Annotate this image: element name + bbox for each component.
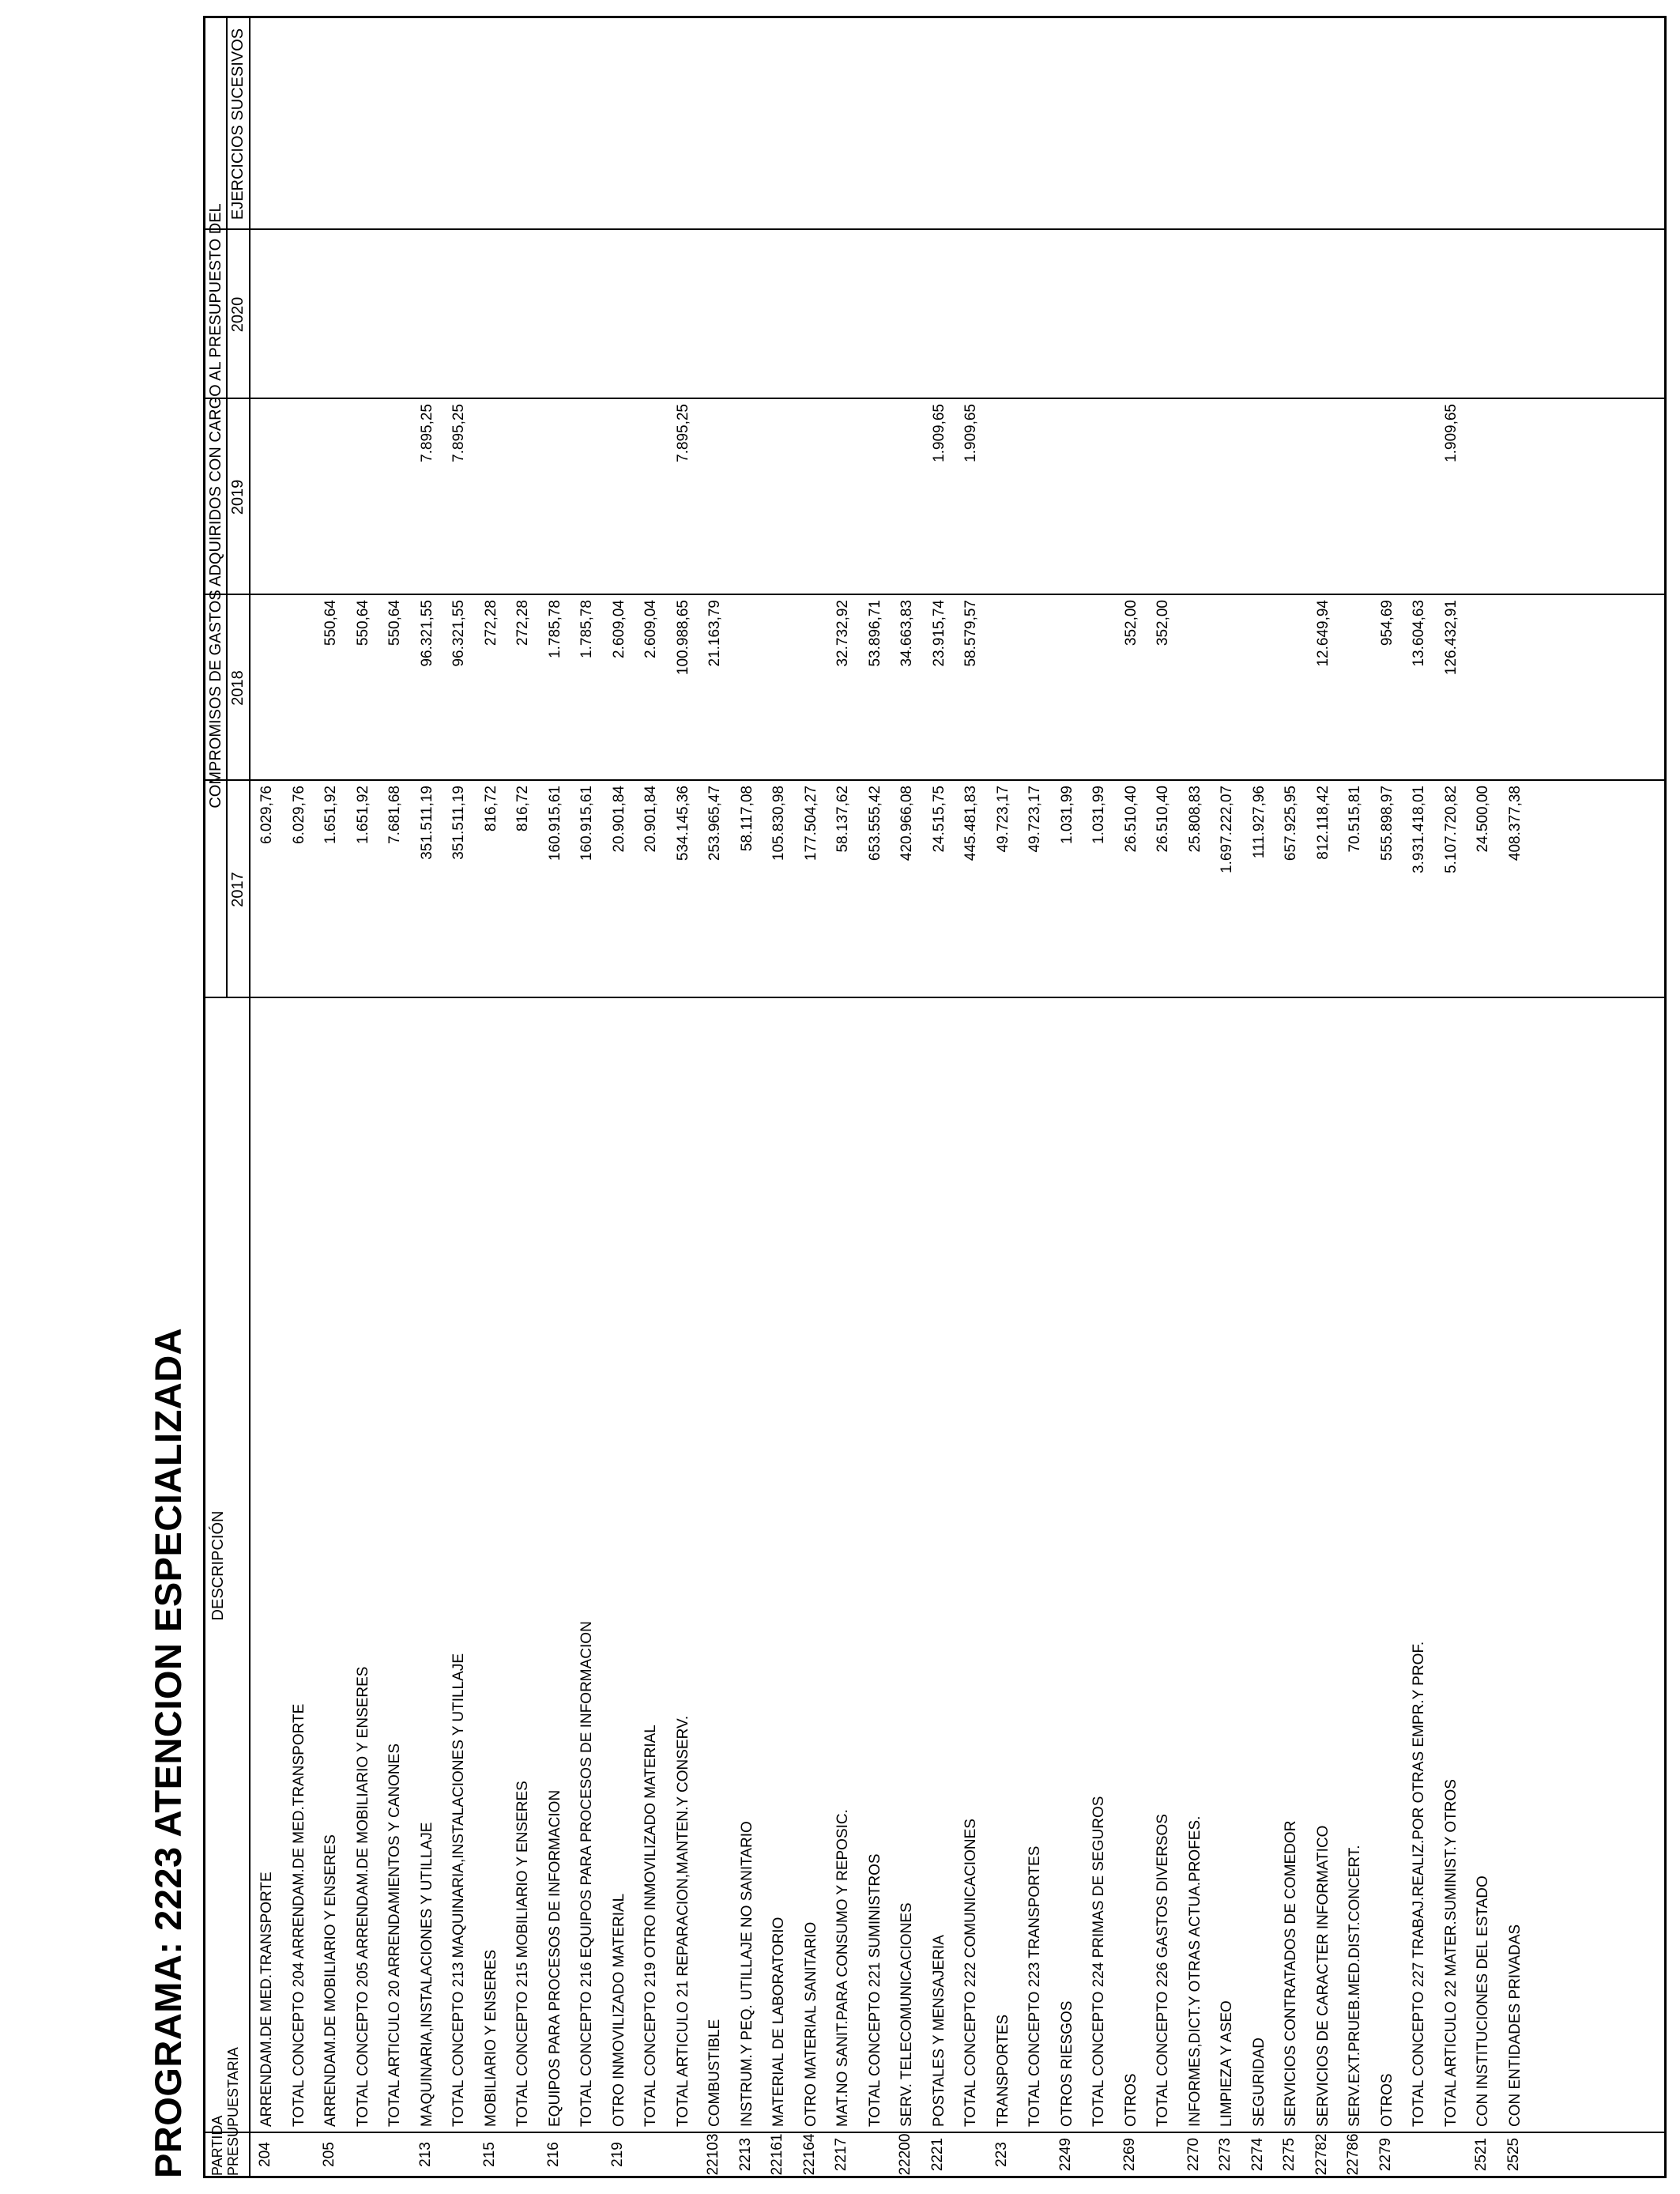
value-2017-cell: 160.915,61 [546, 786, 563, 861]
descripcion-cell: SERV.EXT.PRUEB.MED.DIST.CONCERT. [1347, 1845, 1363, 2127]
partida-cell: 2270 [1185, 2137, 1202, 2172]
value-2017-cell: 6.029,76 [258, 786, 275, 844]
descripcion-cell: TOTAL CONCEPTO 219 OTRO INMOVILIZADO MATERIAL [642, 1725, 659, 2127]
partida-cell: 22161 [769, 2133, 785, 2176]
descripcion-cell: MAQUINARIA,INSTALACIONES Y UTILLAJE [418, 1822, 435, 2127]
table-row [955, 18, 987, 2176]
descripcion-cell: SEGURIDAD [1250, 2038, 1268, 2127]
table-row [1083, 18, 1115, 2176]
descripcion-cell: OTRO MATERIAL SANITARIO [802, 1921, 819, 2127]
descripcion-cell: TOTAL CONCEPTO 215 MOBILIARIO Y ENSERES [514, 1781, 531, 2127]
value-2018-cell: 352,00 [1155, 600, 1171, 647]
header-2018: 2018 [229, 670, 247, 706]
table-row [1467, 18, 1499, 2176]
descripcion-cell: SERVICIOS CONTRATADOS DE COMEDOR [1283, 1820, 1299, 2127]
table-row [1211, 18, 1243, 2176]
value-2018-cell: 23.915,74 [930, 600, 947, 667]
value-2018-cell: 2.609,04 [610, 600, 627, 658]
value-2017-cell: 555.898,97 [1378, 786, 1396, 861]
table-row [250, 18, 283, 2176]
value-2017-cell: 105.830,98 [770, 786, 787, 861]
descripcion-cell: LIMPIEZA Y ASEO [1219, 2000, 1235, 2127]
value-2017-cell: 49.723,17 [994, 786, 1011, 853]
value-2018-cell: 550,64 [386, 600, 403, 647]
table-row [635, 18, 667, 2176]
value-2019-cell: 7.895,25 [418, 404, 435, 462]
descripcion-cell: CON INSTITUCIONES DEL ESTADO [1475, 1875, 1491, 2127]
descripcion-cell: TOTAL CONCEPTO 221 SUMINISTROS [866, 1853, 883, 2127]
value-2018-cell: 1.785,78 [578, 600, 595, 658]
table-row [667, 18, 699, 2176]
value-2017-cell: 657.925,95 [1283, 786, 1299, 861]
value-2018-cell: 272,28 [482, 600, 499, 647]
table-row [923, 18, 955, 2176]
header-divider [226, 18, 228, 998]
value-2017-cell: 812.118,42 [1314, 786, 1332, 860]
value-2017-cell: 534.145,36 [674, 786, 691, 861]
table-row [283, 18, 315, 2176]
table-row [571, 18, 603, 2176]
value-2018-cell: 32.732,92 [834, 600, 851, 667]
value-2018-cell: 58.579,57 [962, 600, 979, 667]
descripcion-cell: TOTAL ARTICULO 22 MATER.SUMINIST.Y OTROS [1442, 1779, 1460, 2127]
table-row [1275, 18, 1307, 2176]
partida-cell: 22103 [705, 2133, 721, 2176]
table-row [507, 18, 539, 2176]
value-2017-cell: 816,72 [482, 786, 499, 832]
descripcion-cell: TOTAL CONCEPTO 227 TRABAJ.REALIZ.POR OTRAS EMPR.Y PROF. [1411, 1641, 1427, 2127]
descripcion-cell: SERV. TELECOMUNICACIONES [898, 1902, 915, 2127]
descripcion-cell: TOTAL CONCEPTO 205 ARRENDAM.DE MOBILIARIO Y ENSERES [354, 1666, 371, 2127]
partida-cell: 219 [608, 2142, 626, 2167]
table-row [1339, 18, 1371, 2176]
table-row [763, 18, 795, 2176]
value-2017-cell: 1.651,92 [354, 786, 371, 844]
value-2017-cell: 7.681,68 [386, 786, 403, 844]
partida-cell: 2279 [1377, 2137, 1394, 2172]
partida-cell: 22164 [800, 2133, 818, 2176]
table-row [539, 18, 571, 2176]
value-2017-cell: 351.511,19 [418, 786, 435, 860]
partida-cell: 223 [993, 2142, 1010, 2167]
value-2018-cell: 34.663,83 [898, 600, 915, 667]
partida-cell: 22200 [897, 2133, 913, 2176]
partida-cell: 216 [544, 2142, 562, 2167]
descripcion-cell: EQUIPOS PARA PROCESOS DE INFORMACION [546, 1789, 563, 2127]
value-2017-cell: 160.915,61 [578, 786, 595, 861]
partida-cell: 2274 [1249, 2137, 1266, 2172]
descripcion-cell: TOTAL CONCEPTO 222 COMUNICACIONES [962, 1819, 979, 2127]
table-row [1115, 18, 1147, 2176]
descripcion-cell: TOTAL ARTICULO 21 REPARACION,MANTEN.Y CONSERV. [674, 1715, 691, 2127]
table-row [1307, 18, 1339, 2176]
table-row [859, 18, 891, 2176]
value-2018-cell: 21.163,79 [706, 600, 723, 667]
table-row [891, 18, 923, 2176]
table-row [1371, 18, 1403, 2176]
partida-cell: 2213 [736, 2137, 754, 2172]
table-row [315, 18, 347, 2176]
value-2018-cell: 352,00 [1122, 600, 1139, 647]
table-row [795, 18, 827, 2176]
value-2018-cell: 550,64 [354, 600, 371, 647]
value-2017-cell: 445.481,83 [962, 786, 979, 861]
value-2017-cell: 1.031,99 [1090, 786, 1107, 844]
partida-cell: 213 [416, 2142, 434, 2167]
header-2020: 2020 [229, 296, 247, 333]
descripcion-cell: TOTAL ARTICULO 20 ARRENDAMIENTOS Y CANONES [386, 1744, 403, 2127]
header-descripcion: DESCRIPCIÓN [209, 1510, 227, 1621]
value-2018-cell: 1.785,78 [546, 600, 563, 658]
table-row [1435, 18, 1467, 2176]
descripcion-cell: TRANSPORTES [994, 2014, 1011, 2127]
table-row [1147, 18, 1179, 2176]
value-2019-cell: 1.909,65 [1442, 404, 1460, 462]
value-2019-cell: 7.895,25 [450, 404, 467, 462]
table-row [1403, 18, 1435, 2176]
value-2018-cell: 2.609,04 [642, 600, 659, 658]
descripcion-cell: OTROS RIESGOS [1058, 2000, 1075, 2127]
partida-cell: 205 [321, 2142, 337, 2167]
value-2017-cell: 20.901,84 [610, 786, 627, 853]
partida-cell: 215 [480, 2142, 498, 2167]
descripcion-cell: MAT.NO SANIT.PARA CONSUMO Y REPOSIC. [834, 1809, 851, 2127]
descripcion-cell: INSTRUM.Y PEQ. UTILLAJE NO SANITARIO [738, 1821, 755, 2127]
value-2017-cell: 26.510,40 [1122, 786, 1139, 853]
partida-cell: 2249 [1057, 2137, 1074, 2172]
value-2018-cell: 100.988,65 [674, 600, 691, 676]
partida-cell: 2217 [833, 2137, 849, 2172]
descripcion-cell: OTROS [1122, 2073, 1139, 2127]
value-2017-cell: 1.697.222,07 [1219, 786, 1235, 873]
descripcion-cell: POSTALES Y MENSAJERIA [930, 1935, 947, 2127]
value-2017-cell: 58.137,62 [834, 786, 851, 853]
table-row [1499, 18, 1531, 2176]
value-2018-cell: 96.321,55 [450, 600, 467, 667]
value-2018-cell: 53.896,71 [866, 600, 883, 667]
table-row [731, 18, 763, 2176]
value-2017-cell: 1.651,92 [322, 786, 339, 844]
table-row [379, 18, 411, 2176]
header-2019: 2019 [229, 479, 247, 515]
table-row [827, 18, 859, 2176]
value-2017-cell: 253.965,47 [706, 786, 723, 861]
value-2017-cell: 653.555,42 [866, 786, 883, 861]
value-2017-cell: 111.927,96 [1250, 786, 1268, 859]
value-2019-cell: 1.909,65 [962, 404, 979, 462]
value-2017-cell: 49.723,17 [1026, 786, 1043, 853]
budget-table [203, 16, 1667, 2178]
table-row [347, 18, 379, 2176]
descripcion-cell: COMBUSTIBLE [706, 2019, 723, 2127]
header-partida: PARTIDA PRESUPUESTARIA [209, 2047, 241, 2176]
value-2017-cell: 5.107.720,82 [1442, 786, 1460, 873]
value-2018-cell: 13.604,63 [1411, 600, 1427, 667]
value-2018-cell: 954,69 [1378, 600, 1396, 647]
partida-cell: 2273 [1217, 2137, 1234, 2172]
descripcion-cell: SERVICIOS DE CARACTER INFORMATICO [1314, 1825, 1332, 2127]
descripcion-cell: TOTAL CONCEPTO 213 MAQUINARIA,INSTALACIONES Y UTILLAJE [450, 1653, 467, 2127]
value-2017-cell: 24.515,75 [930, 786, 947, 853]
descripcion-cell: TOTAL CONCEPTO 204 ARRENDAM.DE MED.TRANSPORTE [290, 1703, 307, 2127]
partida-cell: 2269 [1121, 2137, 1138, 2172]
partida-cell: 2221 [929, 2137, 946, 2172]
descripcion-cell: TOTAL CONCEPTO 226 GASTOS DIVERSOS [1155, 1814, 1171, 2127]
table-row [1019, 18, 1051, 2176]
partida-cell: 22786 [1345, 2133, 1362, 2176]
descripcion-cell: TOTAL CONCEPTO 224 PRIMAS DE SEGUROS [1090, 1796, 1107, 2127]
page-title: PROGRAMA: 2223 ATENCION ESPECIALIZADA [147, 1327, 189, 2178]
descripcion-cell: TOTAL CONCEPTO 223 TRANSPORTES [1026, 1845, 1043, 2127]
descripcion-cell: MATERIAL DE LABORATORIO [770, 1917, 787, 2127]
value-2018-cell: 272,28 [514, 600, 531, 647]
value-2017-cell: 177.504,27 [802, 786, 819, 861]
value-2017-cell: 420.966,08 [898, 786, 915, 861]
descripcion-cell: OTROS [1378, 2073, 1396, 2127]
table-row [603, 18, 635, 2176]
value-2019-cell: 1.909,65 [930, 404, 947, 462]
partida-cell: 204 [257, 2142, 273, 2167]
value-2017-cell: 351.511,19 [450, 786, 467, 860]
descripcion-cell: INFORMES,DICT.Y OTRAS ACTUA.PROFES. [1186, 1815, 1203, 2127]
header-ejercicios-sucesivos: EJERCICIOS SUCESIVOS [229, 28, 247, 221]
value-2018-cell: 96.321,55 [418, 600, 435, 667]
descripcion-cell: CON ENTIDADES PRIVADAS [1506, 1924, 1524, 2127]
value-2017-cell: 70.515,81 [1347, 786, 1363, 853]
descripcion-cell: OTRO INMOVILIZADO MATERIAL [610, 1893, 627, 2127]
value-2017-cell: 6.029,76 [290, 786, 307, 844]
value-2017-cell: 408.377,38 [1506, 786, 1524, 861]
table-row [1179, 18, 1211, 2176]
descripcion-cell: ARRENDAM.DE MED.TRANSPORTE [258, 1872, 275, 2127]
table-row [411, 18, 443, 2176]
value-2017-cell: 3.931.418,01 [1411, 786, 1427, 873]
value-2017-cell: 816,72 [514, 786, 531, 832]
value-2017-cell: 58.117,08 [738, 786, 755, 852]
value-2017-cell: 1.031,99 [1058, 786, 1075, 844]
header-group: COMPROMISOS DE GASTOS ADQUIRIDOS CON CARGO AL PRESUPUESTO DEL [207, 203, 224, 809]
partida-cell: 2275 [1281, 2137, 1298, 2172]
partida-cell: 2525 [1505, 2137, 1522, 2172]
partida-cell: 2521 [1473, 2137, 1490, 2172]
table-row [475, 18, 507, 2176]
value-2017-cell: 26.510,40 [1155, 786, 1171, 853]
table-row [987, 18, 1019, 2176]
value-2017-cell: 24.500,00 [1475, 786, 1491, 853]
table-row [1243, 18, 1275, 2176]
partida-cell: 22782 [1313, 2133, 1330, 2176]
value-2017-cell: 25.808,83 [1186, 786, 1203, 853]
table-row [443, 18, 475, 2176]
header-2017: 2017 [229, 872, 247, 907]
value-2018-cell: 126.432,91 [1442, 600, 1460, 676]
value-2018-cell: 12.649,94 [1314, 600, 1332, 667]
table-row [699, 18, 731, 2176]
value-2019-cell: 7.895,25 [674, 404, 691, 462]
descripcion-cell: TOTAL CONCEPTO 216 EQUIPOS PARA PROCESOS DE INFORMACION [578, 1621, 595, 2127]
value-2017-cell: 20.901,84 [642, 786, 659, 853]
value-2018-cell: 550,64 [322, 600, 339, 647]
descripcion-cell: MOBILIARIO Y ENSERES [482, 1949, 499, 2127]
table-row [1051, 18, 1083, 2176]
descripcion-cell: ARRENDAM.DE MOBILIARIO Y ENSERES [322, 1834, 339, 2127]
